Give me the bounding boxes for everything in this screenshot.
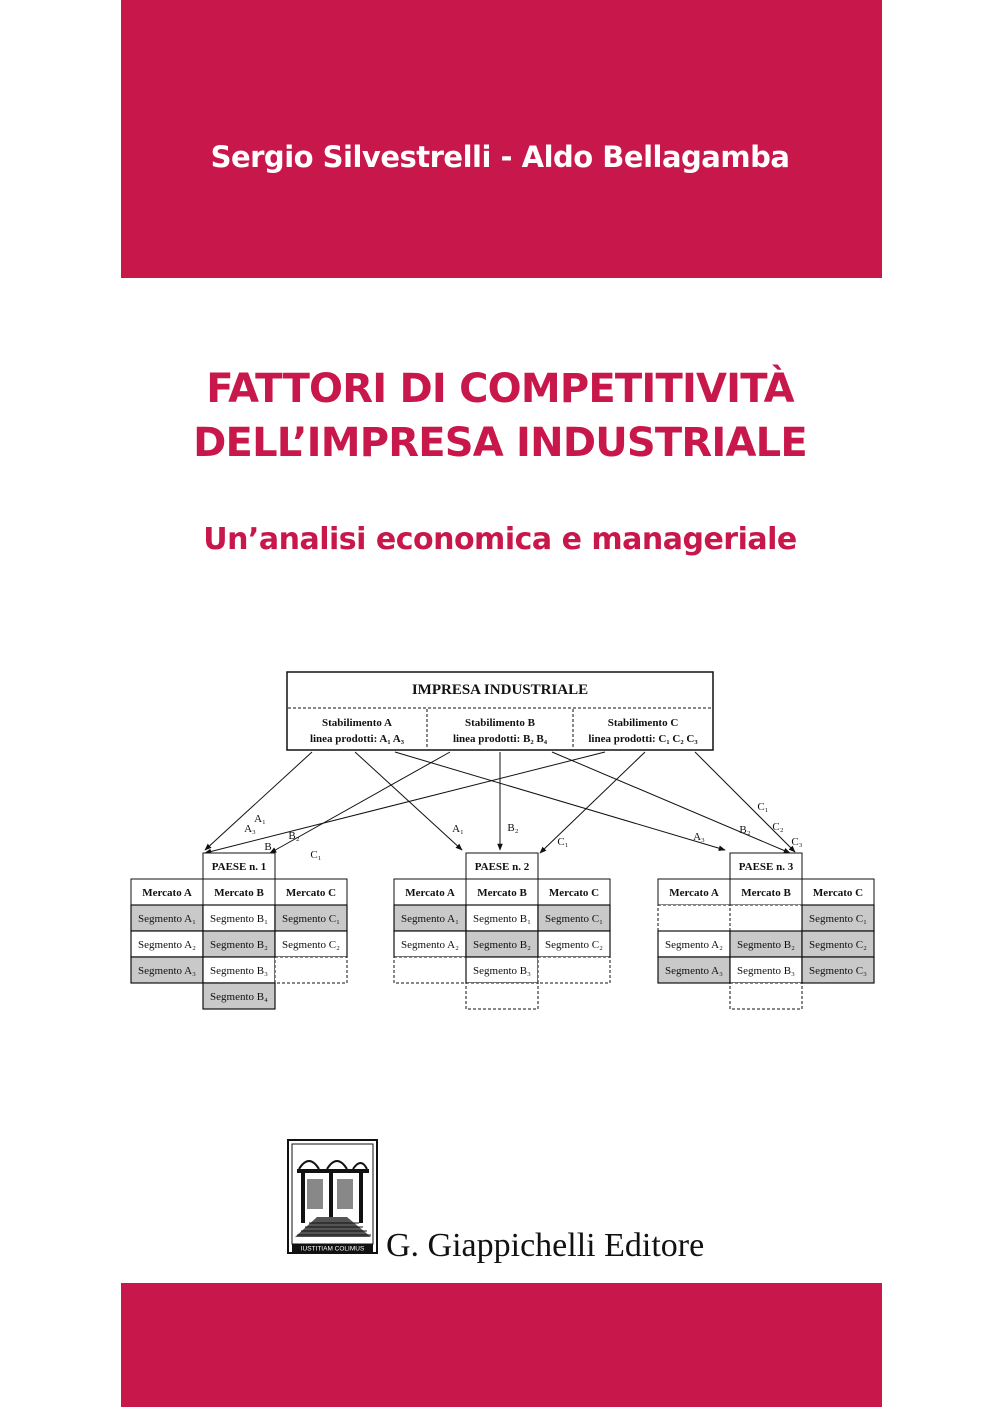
plant-products: linea prodotti: C₁ C₂ C₃ bbox=[588, 733, 698, 745]
segment-label: Segmento B₁ bbox=[210, 913, 268, 925]
segment-label: Segmento A₂ bbox=[401, 939, 459, 951]
arrow-label: B₂ bbox=[288, 830, 300, 842]
plant-name: Stabilimento A bbox=[322, 717, 392, 729]
segment-label: Segmento C₁ bbox=[809, 913, 867, 925]
segment-label: Segmento B₃ bbox=[473, 965, 531, 977]
segment-label: Segmento A₃ bbox=[138, 965, 196, 977]
market-header: Mercato C bbox=[548, 887, 600, 899]
segment-label: Segmento A₁ bbox=[138, 913, 196, 925]
market-header: Mercato B bbox=[741, 887, 791, 899]
arrow-label: B₂ bbox=[739, 824, 751, 836]
plant-products: linea prodotti: B₂ B₄ bbox=[452, 733, 548, 745]
country-name: PAESE n. 1 bbox=[211, 861, 267, 873]
arrow-label: A₁ bbox=[254, 813, 266, 825]
plant-name: Stabilimento B bbox=[465, 717, 535, 729]
segment-label: Segmento B₂ bbox=[737, 939, 795, 951]
empty-segment-cell bbox=[730, 905, 802, 931]
plant-products: linea prodotti: A₁ A₃ bbox=[309, 733, 405, 745]
country-name: PAESE n. 2 bbox=[474, 861, 530, 873]
arrow-label: C₁ bbox=[557, 836, 569, 848]
arrow-label: A₁ bbox=[452, 823, 464, 835]
arrow-label: A₃ bbox=[693, 831, 705, 843]
segment-label: Segmento B₂ bbox=[473, 939, 531, 951]
segment-label: Segmento B₂ bbox=[210, 939, 268, 951]
logo-motto: IUSTITIAM COLIMUS bbox=[300, 1245, 365, 1253]
segment-label: Segmento B₁ bbox=[473, 913, 531, 925]
segment-label: Segmento C₃ bbox=[809, 965, 867, 977]
empty-segment-cell bbox=[466, 983, 538, 1009]
segment-label: Segmento C₁ bbox=[545, 913, 603, 925]
title-line-2: DELL’IMPRESA INDUSTRIALE bbox=[193, 420, 807, 466]
market-header: Mercato A bbox=[669, 887, 719, 899]
segment-label: Segmento C₂ bbox=[809, 939, 867, 951]
segment-label: Segmento C₂ bbox=[282, 939, 340, 951]
segment-label: Segmento B₃ bbox=[737, 965, 795, 977]
market-header: Mercato A bbox=[405, 887, 455, 899]
country-name: PAESE n. 3 bbox=[738, 861, 794, 873]
segment-label: Segmento B₄ bbox=[210, 991, 268, 1003]
plant-name: Stabilimento C bbox=[607, 717, 679, 729]
segment-label: Segmento C₂ bbox=[545, 939, 603, 951]
arrow-label: C₁ bbox=[757, 801, 769, 813]
market-header: Mercato B bbox=[214, 887, 264, 899]
market-header: Mercato B bbox=[477, 887, 527, 899]
empty-segment-cell bbox=[394, 957, 466, 983]
market-header: Mercato C bbox=[285, 887, 337, 899]
publisher-logo bbox=[287, 1139, 378, 1254]
segment-label: Segmento A₃ bbox=[665, 965, 723, 977]
arrow-label: B₄ bbox=[264, 841, 276, 853]
publisher-name: G. Giappichelli Editore bbox=[386, 1227, 705, 1264]
segment-label: Segmento C₁ bbox=[282, 913, 340, 925]
empty-segment-cell bbox=[538, 957, 610, 983]
book-subtitle: Un’analisi economica e manageriale bbox=[203, 522, 797, 557]
authors: Sergio Silvestrelli - Aldo Bellagamba bbox=[210, 140, 790, 174]
market-header: Mercato A bbox=[142, 887, 192, 899]
arrow-label: A₃ bbox=[244, 823, 256, 835]
flow-arrow bbox=[695, 752, 795, 852]
arrow-label: B₂ bbox=[507, 822, 519, 834]
arrow-label: C₁ bbox=[310, 849, 322, 861]
market-header: Mercato C bbox=[812, 887, 864, 899]
empty-segment-cell bbox=[275, 957, 347, 983]
flow-arrow bbox=[540, 752, 645, 853]
empty-segment-cell bbox=[658, 905, 730, 931]
segment-label: Segmento B₃ bbox=[210, 965, 268, 977]
arrow-label: C₂ bbox=[772, 821, 784, 833]
segment-label: Segmento A₂ bbox=[665, 939, 723, 951]
flow-arrow bbox=[205, 752, 605, 853]
arrow-label: C₃ bbox=[791, 836, 803, 848]
title-line-1: FATTORI DI COMPETITIVITÀ bbox=[206, 366, 794, 412]
segment-label: Segmento A₁ bbox=[401, 913, 459, 925]
flow-arrow bbox=[552, 752, 790, 853]
segment-label: Segmento A₂ bbox=[138, 939, 196, 951]
empty-segment-cell bbox=[730, 983, 802, 1009]
impresa-header: IMPRESA INDUSTRIALE bbox=[411, 682, 589, 698]
